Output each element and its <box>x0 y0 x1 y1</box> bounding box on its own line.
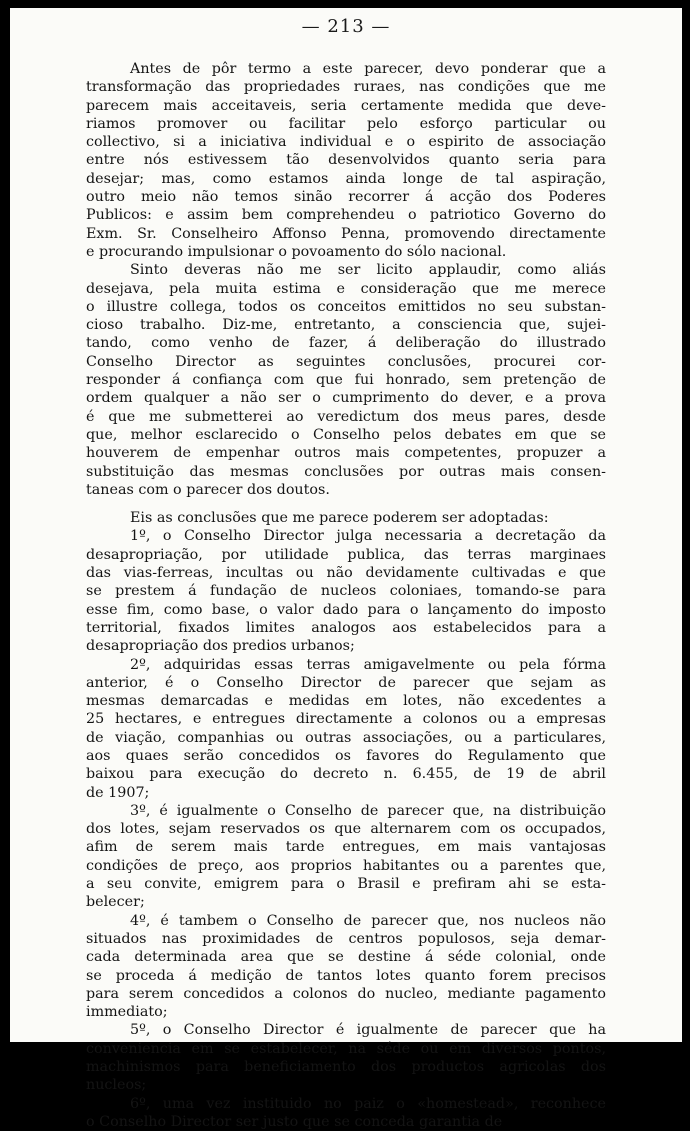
text-line: mesmas demarcadas e medidas em lotes, não excedentes a <box>86 693 606 710</box>
text-line: Eis as conclusões que me parece poderem ser adoptadas: <box>130 510 549 527</box>
text-line: territorial, fixados limites analogos aos estabelecidos para a <box>86 619 606 636</box>
text-line: situados nas proximidades de centros populosos, seja demar- <box>86 930 606 947</box>
text-line: substituição das mesmas conclusões por outras mais consen- <box>86 463 606 480</box>
text-line: entre nós estivessem tão desenvolvidos quanto seria para <box>86 152 606 169</box>
text-line: afim de serem mais tarde entregues, em mais vantajosas <box>86 839 606 856</box>
text-line: conveniencia em se estabelecer, na séde ou em diversos pontos, <box>86 1040 606 1057</box>
paragraph <box>86 509 606 527</box>
text-line: desapropriação dos predios urbanos; <box>86 638 355 655</box>
text-line: riamos promover ou facilitar pelo esforço particular ou <box>86 115 606 132</box>
text-line: a seu convite, emigrem para o Brasil e prefiram ahi se esta- <box>86 876 606 893</box>
text-line: transformação das propriedades ruraes, nas condições que me <box>86 79 606 96</box>
page-number: — 213 — <box>301 16 391 37</box>
text-line: 5º, o Conselho Director é igualmente de parecer que ha <box>130 1022 606 1039</box>
text-line: taneas com o parecer dos doutos. <box>86 481 330 498</box>
text-line: e procurando impulsionar o povoamento do sólo nacional. <box>86 243 507 260</box>
text-line: nucleos; <box>86 1077 147 1094</box>
text-line: parecem mais acceitaveis, seria certamente medida que deve- <box>86 97 606 114</box>
text-line: para serem concedidos a colonos do nucleo, mediante pagamento <box>86 985 606 1002</box>
text-line: responder á confiança com que fui honrado, sem pretenção de <box>86 372 606 389</box>
paragraph <box>86 802 606 912</box>
text-line: 6º, uma vez instituido no paiz o «homestead», reconhece <box>130 1095 606 1112</box>
text-line: dos lotes, sejam reservados os que alternarem com os occupados, <box>86 821 606 838</box>
text-line: desapropriação, por utilidade publica, das terras marginaes <box>86 546 606 563</box>
paragraph <box>86 1021 606 1094</box>
paragraph <box>86 1095 606 1131</box>
paragraph <box>86 261 606 499</box>
body-text <box>86 60 606 1131</box>
text-line: outro meio não temos sinão recorrer á acção dos Poderes <box>86 189 606 206</box>
paragraph <box>86 527 606 655</box>
paragraph <box>86 912 606 1022</box>
text-line: é que me submetterei ao veredictum dos meus pares, desde <box>86 408 606 425</box>
text-line: Exm. Sr. Conselheiro Affonso Penna, promovendo directamente <box>86 225 606 242</box>
paragraph <box>86 60 606 261</box>
text-line: belecer; <box>86 894 145 911</box>
text-line: cioso trabalho. Diz-me, entretanto, a consciencia que, sujei- <box>86 317 606 334</box>
text-line: ordem qualquer a não ser o cumprimento do dever, e a prova <box>86 390 606 407</box>
text-line: Publicos: e assim bem comprehendeu o patriotico Governo do <box>86 207 606 224</box>
text-line: immediato; <box>86 1004 168 1021</box>
text-line: 1º, o Conselho Director julga necessaria a decretação da <box>130 528 606 545</box>
text-line: de 1907; <box>86 784 150 801</box>
text-line: se prestem á fundação de nucleos coloniaes, tomando-se para <box>86 583 606 600</box>
document-page <box>10 8 682 1130</box>
text-line: 3º, é igualmente o Conselho de parecer que, na distribuição <box>130 802 606 819</box>
text-line: 4º, é tambem o Conselho de parecer que, nos nucleos não <box>130 912 606 929</box>
text-line: Sinto deveras não me ser licito applaudir, como aliás <box>130 262 606 279</box>
text-line: collectivo, si a iniciativa individual e o espirito de associação <box>86 134 606 151</box>
paragraph <box>86 656 606 802</box>
text-line: cada determinada area que se destine á séde colonial, onde <box>86 949 606 966</box>
text-line: Conselho Director as seguintes conclusões, procurei cor- <box>86 353 606 370</box>
text-line: o Conselho Director ser justo que se conceda garantia de <box>86 1113 503 1130</box>
text-line: o illustre collega, todos os conceitos emittidos no seu substan- <box>86 298 606 315</box>
text-line: de viação, companhias ou outras associações, ou a particulares, <box>86 729 606 746</box>
text-line: tando, como venho de fazer, á deliberação do illustrado <box>86 335 606 352</box>
text-line: que, melhor esclarecido o Conselho pelos debates em que se <box>86 426 606 443</box>
text-line: desejava, pela muita estima e consideração que me merece <box>86 280 606 297</box>
text-line: condições de preço, aos proprios habitantes ou a parentes que, <box>86 857 606 874</box>
text-line: se proceda á medição de tantos lotes quanto forem precisos <box>86 967 606 984</box>
text-line: baixou para execução do decreto n. 6.455, de 19 de abril <box>86 766 606 783</box>
text-line: esse fim, como base, o valor dado para o lançamento do imposto <box>86 601 606 618</box>
text-line: houverem de empenhar outros mais competentes, propuzer a <box>86 445 606 462</box>
text-line: machinismos para beneficiamento dos productos agricolas dos <box>86 1059 606 1076</box>
text-line: 25 hectares, e entregues directamente a colonos ou a empresas <box>86 711 606 728</box>
text-line: desejar; mas, como estamos ainda longe de tal aspiração, <box>86 170 606 187</box>
text-line: das vias-ferreas, incultas ou não devidamente cultivadas e que <box>86 565 606 582</box>
text-line: Antes de pôr termo a este parecer, devo ponderar que a <box>130 61 606 77</box>
text-line: aos quaes serão concedidos os favores do Regulamento que <box>86 747 606 764</box>
text-line: anterior, é o Conselho Director de parecer que sejam as <box>86 674 606 691</box>
text-line: 2º, adquiridas essas terras amigavelmente ou pela fórma <box>130 656 606 673</box>
